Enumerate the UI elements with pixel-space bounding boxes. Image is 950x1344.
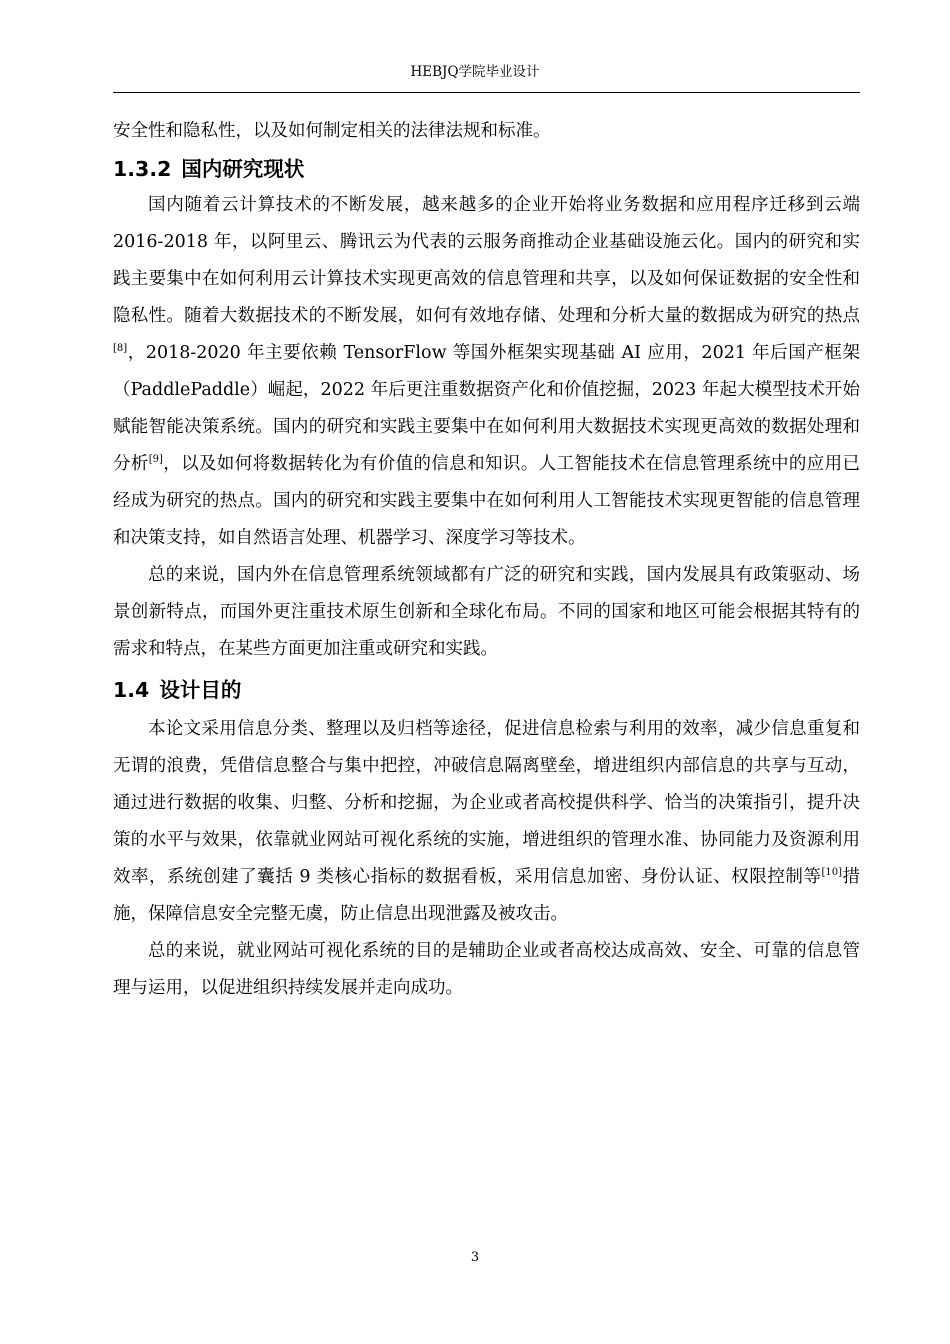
section-heading-1-3-2 [113, 150, 860, 187]
paragraph-text: 措施，保障信息安全完整无虞，防止信息出现泄露及被攻击。 [113, 867, 860, 924]
citation-8: [8] [113, 343, 128, 355]
paragraph-text: ，以及如何将数据转化为有价值的信息和知识。人工智能技术在信息管理系统中的应用已经成为研究的热点。国内的研究和实践主要集中在如何利用人工智能技术实现更智能的信息管理和决策支持，如自然语言处理、机器学习、深度学习等技术。 [113, 454, 860, 548]
paragraph-text: ，2018-2020 年主要依赖 TensorFlow 等国外框架实现基础 AI 应用，2021 年后国产框架（PaddlePaddle）崛起，2022 年后更注重数据资产化和价值挖掘，2023 年起大模型技术开始赋能智能决策系统。国内的研究和实践主要集中在如何利用大数据技术实现更高效的数据处理和分析 [113, 343, 860, 474]
section-number: 1.3.2 [113, 157, 172, 181]
header-divider [113, 92, 860, 93]
section-number: 1.4 [113, 678, 150, 702]
paragraph-text: 本论文采用信息分类、整理以及归档等途径，促进信息检索与利用的效率，减少信息重复和无谓的浪费，凭借信息整合与集中把控，冲破信息隔离壁垒，增进组织内部信息的共享与互动，通过进行数据的收集、归整、分析和挖掘，为企业或者高校提供科学、恰当的决策指引，提升决策的水平与效果，依靠就业网站可视化系统的实施，增进组织的管理水准、协同能力及资源利用效率，系统创建了囊括 9 类核心指标的数据看板，采用信息加密、身份认证、权限控制等 [113, 719, 860, 887]
page-body [113, 113, 860, 1007]
paragraph-domestic-research [113, 187, 860, 557]
paragraph-design-summary: 总的来说，就业网站可视化系统的目的是辅助企业或者高校达成高效、安全、可靠的信息管理与运用，以促进组织持续发展并走向成功。 [113, 941, 860, 998]
citation-10: [10] [821, 867, 842, 879]
intro-line: 安全性和隐私性，以及如何制定相关的法律法规和标准。 [113, 121, 551, 141]
paragraph-design-purpose [113, 711, 860, 933]
page-number: 3 [470, 1250, 480, 1265]
paragraph-text: 国内随着云计算技术的不断发展，越来越多的企业开始将业务数据和应用程序迁移到云端 2016-2018 年，以阿里云、腾讯云为代表的云服务商推动企业基础设施云化。国内的研究和实践主要集中在如何利用云计算技术实现更高效的信息管理和共享，以及如何保证数据的安全性和隐私性。随着大数据技术的不断发展，如何有效地存储、处理和分析大量的数据成为研究的热点 [113, 195, 860, 326]
section-title: 国内研究现状 [181, 157, 305, 181]
section-heading-1-4 [113, 668, 860, 711]
section-title: 设计目的 [159, 678, 242, 702]
citation-9: [9] [148, 454, 163, 466]
page-header: HEBJQ学院毕业设计 [410, 64, 540, 80]
paragraph-summary-research: 总的来说，国内外在信息管理系统领域都有广泛的研究和实践，国内发展具有政策驱动、场景创新特点，而国外更注重技术原生创新和全球化布局。不同的国家和地区可能会根据其特有的需求和特点，在某些方面更加注重或研究和实践。 [113, 565, 860, 659]
